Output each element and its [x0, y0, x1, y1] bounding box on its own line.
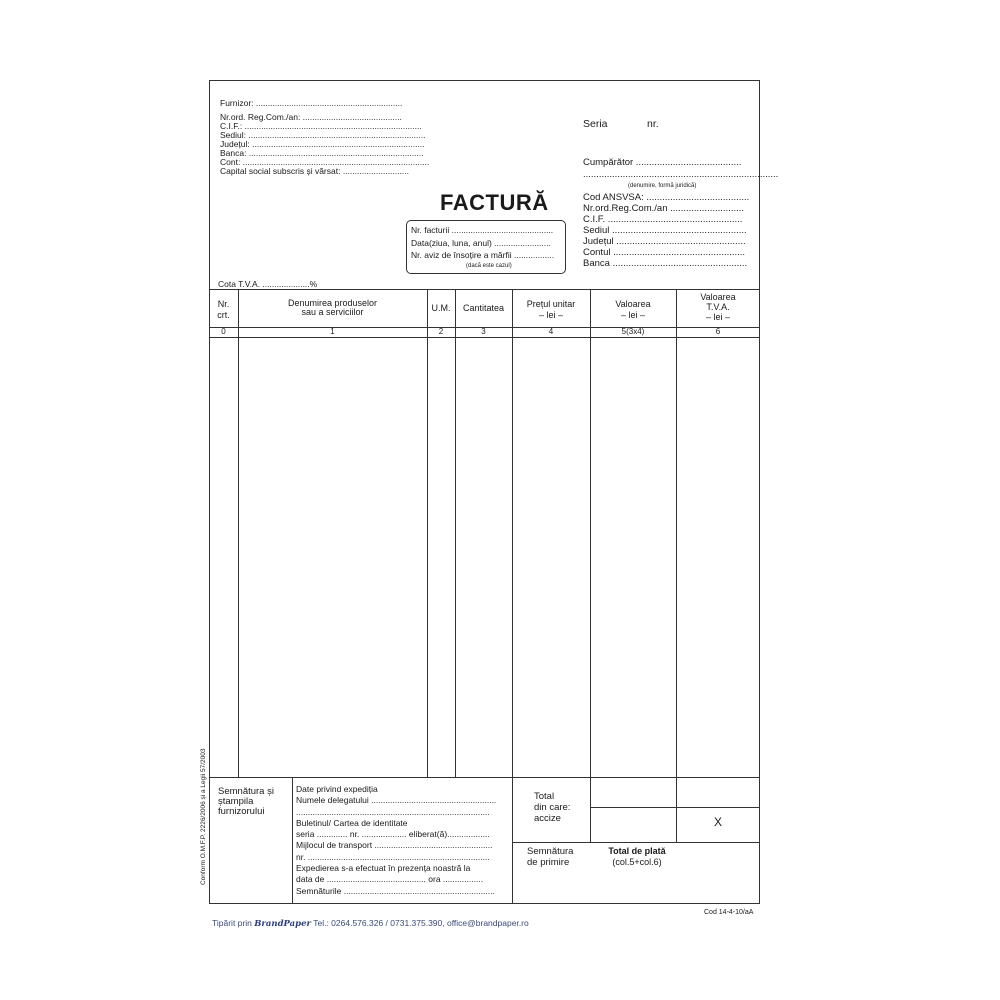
header-nr-line1: Nr. — [217, 299, 230, 309]
supplier-capital: Capital social subscris și vărsat: ............................ — [220, 166, 409, 176]
buyer-nr-ord: Nr.ord.Reg.Com./an ............................ — [583, 203, 745, 214]
supplier-signature-label — [218, 787, 274, 817]
header-denumire-line2: sau a serviciilor — [301, 307, 364, 317]
header-tva-line1: Valoarea — [700, 292, 736, 302]
table-top-line — [209, 289, 760, 290]
page-title: FACTURĂ — [440, 190, 549, 215]
series-nr-label: nr. — [647, 118, 659, 130]
total-payment — [590, 846, 684, 868]
col-divider-6 — [676, 289, 677, 842]
col-number-3: 3 — [481, 327, 486, 336]
expedition-signatures: Semnăturile ................................................................ — [296, 885, 495, 896]
expedition-presence: Expedierea s-a efectuat în prezența noastră la — [296, 863, 471, 874]
supplier-furnizor: Furnizor: .............................................................. — [220, 98, 403, 108]
header-um-line1: U.M. — [431, 303, 451, 313]
x-mark: X — [713, 815, 722, 829]
supplier-cont: Cont: ............................................................................... — [220, 157, 430, 167]
receipt-signature-label — [527, 846, 573, 868]
buyer-banca: Banca ................................................... — [583, 258, 748, 269]
col-number-6: 6 — [715, 327, 721, 336]
col-number-0: 0 — [221, 327, 226, 336]
buyer-denumire-note: (denumire, formă juridică) — [628, 183, 697, 189]
expedition-date-time: data de .......................................... ora ................. — [296, 874, 484, 885]
expedition-id-title: Buletinul/ Cartea de identitate — [296, 817, 408, 828]
total-label — [534, 791, 570, 824]
bottom-divider-signature — [292, 777, 293, 904]
form-code: Cod 14-4-10/aA — [704, 909, 754, 916]
footer-contact: Tel.: 0264.576.326 / 0731.375.390, office@brandpaper.ro — [313, 918, 529, 928]
header-nr-line2: crt. — [217, 310, 230, 320]
col-divider-1 — [238, 289, 239, 777]
col-divider-5 — [590, 289, 591, 842]
receipt-signature-line2: de primire — [527, 857, 570, 868]
header-valoarea — [590, 300, 676, 320]
receipt-signature-line1: Semnătura — [527, 846, 574, 857]
supplier-cif: C.I.F.: ........................................................................... — [220, 121, 422, 131]
supplier-signature-line2: ștampila — [218, 796, 254, 807]
invoice-aviz-note: (dacă este cazul) — [466, 263, 512, 269]
buyer-cumparator: Cumpărător ........................................ — [583, 157, 742, 168]
buyer-cod-ansvsa: Cod ANSVSA: ....................................... — [583, 192, 750, 203]
col-number-5: 5(3x4) — [621, 327, 645, 336]
expedition-delegate: Numele delegatului ..................................................... — [296, 795, 497, 806]
totals-bottom-line — [512, 842, 760, 843]
buyer-judetul: Județul ................................................. — [583, 236, 746, 247]
expedition-transport: Mijlocul de transport .................................................. — [296, 840, 493, 851]
number-row-divider — [209, 337, 760, 338]
header-denumire-line1: Denumirea produselor — [287, 298, 378, 308]
header-valoarea-line1: Valoarea — [615, 299, 651, 309]
buyer-sediul: Sediul ................................................... — [583, 225, 747, 236]
header-pret-line2: – lei – — [538, 310, 564, 320]
header-denumire — [238, 299, 427, 317]
expedition-title: Date privind expediția — [296, 784, 378, 794]
expedition-delegate-dots: .................................................................................. — [296, 806, 490, 817]
vat-rate: Cota T.V.A. ....................% — [218, 279, 318, 289]
header-um — [427, 304, 455, 313]
header-pret-unitar — [512, 300, 590, 320]
expedition-transport-nr: nr. ............................................................................. — [296, 851, 490, 862]
buyer-contul: Contul .................................................. — [583, 247, 746, 258]
supplier-banca: Banca: .......................................................................... — [220, 148, 424, 158]
supplier-signature-line1: Semnătura și — [218, 786, 274, 797]
series-label: Seria — [583, 118, 608, 130]
col-divider-2 — [427, 289, 428, 777]
col-divider-4 — [512, 289, 513, 904]
header-cantitatea — [455, 304, 512, 313]
expedition-id-details: seria ............. nr. ................... eliberat(ă).................. — [296, 829, 490, 840]
header-tva-line2: T.V.A. — [706, 302, 730, 312]
total-label-line1: Total — [534, 791, 555, 802]
supplier-nr-ord: Nr.ord. Reg.Com./an: .......................................... — [220, 112, 402, 122]
buyer-cif: C.I.F. ................................................... — [583, 214, 743, 225]
header-cantitatea-line1: Cantitatea — [462, 303, 505, 313]
total-label-line3: accize — [534, 813, 561, 824]
col-number-4: 4 — [548, 327, 554, 336]
legal-side-text: Conform O.M.F.P. 2226/2006 și a Legii 57/2003 — [200, 748, 207, 885]
total-payment-label: Total de plată — [608, 846, 666, 856]
total-payment-formula: (col.5+col.6) — [612, 857, 662, 867]
header-valoarea-line2: – lei – — [620, 310, 646, 320]
header-tva-line3: – lei – — [705, 312, 731, 322]
supplier-signature-line3: furnizorului — [218, 806, 265, 817]
header-valoarea-tva — [676, 293, 760, 322]
total-row-divider — [590, 807, 760, 808]
header-pret-line1: Prețul unitar — [526, 299, 576, 309]
footer-printed-by — [212, 918, 529, 929]
supplier-sediul: Sediul: ........................................................................... — [220, 130, 426, 140]
col-divider-3 — [455, 289, 456, 777]
total-label-line2: din care: — [534, 802, 571, 813]
invoice-date: Data(ziua, luna, anul) ........................ — [411, 238, 551, 248]
invoice-aviz: Nr. aviz de însoțire a mărfii ................. — [411, 250, 555, 260]
invoice-number: Nr. facturii ........................................... — [411, 225, 554, 235]
supplier-judetul: Județul: ......................................................................... — [220, 139, 425, 149]
buyer-dots: .......................................................................... — [583, 169, 779, 180]
col-number-1: 1 — [330, 327, 335, 336]
col-number-2: 2 — [438, 327, 444, 336]
expedition-data — [296, 784, 496, 897]
brand-logo: BrandPaper — [254, 919, 312, 929]
footer-printed-label: Tipărit prin — [212, 918, 252, 928]
header-nr-crt — [209, 300, 238, 320]
